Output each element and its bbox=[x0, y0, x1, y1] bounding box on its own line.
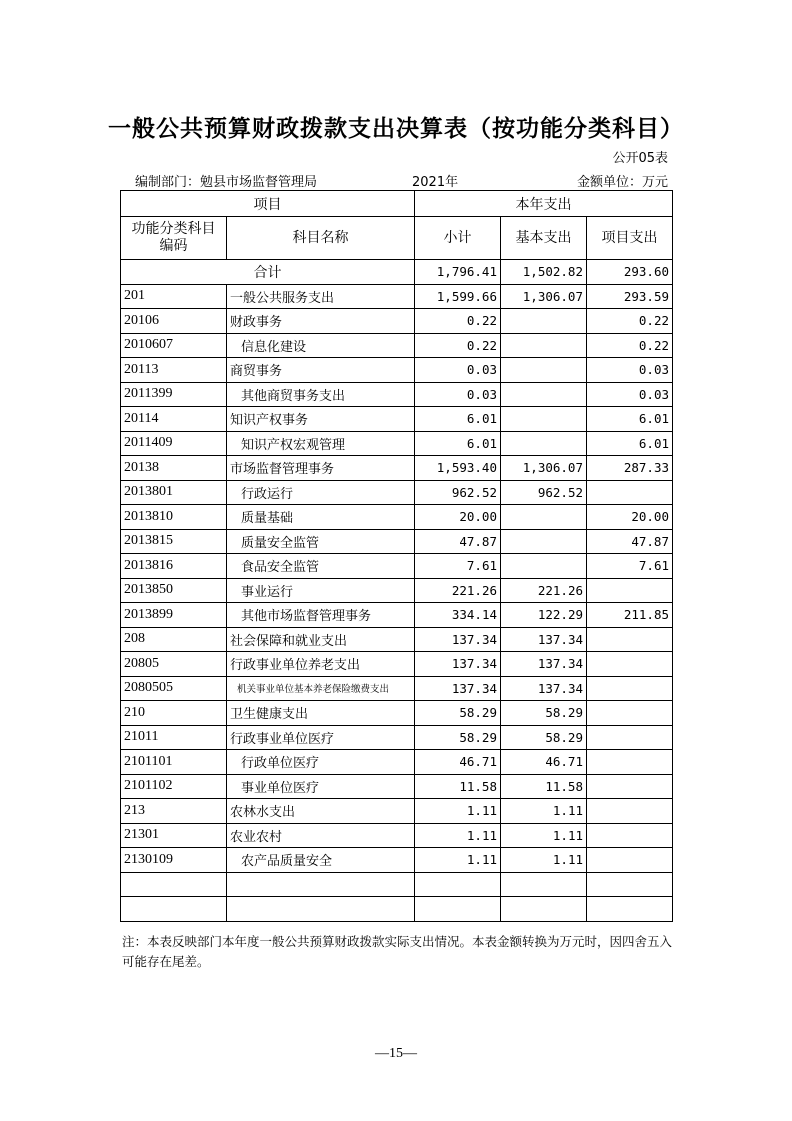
row-basic: 122.29 bbox=[501, 603, 587, 628]
empty-cell bbox=[587, 897, 673, 922]
row-project: 211.85 bbox=[587, 603, 673, 628]
table-row bbox=[121, 456, 673, 481]
row-code: 2011399 bbox=[121, 382, 227, 407]
row-subtotal: 962.52 bbox=[415, 480, 501, 505]
row-project: 0.22 bbox=[587, 309, 673, 334]
department-label: 编制部门：勉县市场监督管理局 bbox=[135, 175, 318, 190]
row-name: 信息化建设 bbox=[227, 333, 415, 358]
form-number: 公开05表 bbox=[612, 151, 668, 166]
row-project bbox=[587, 627, 673, 652]
row-name: 财政事务 bbox=[227, 309, 415, 334]
row-project bbox=[587, 750, 673, 775]
row-name: 卫生健康支出 bbox=[227, 701, 415, 726]
table-row bbox=[121, 309, 673, 334]
row-project: 20.00 bbox=[587, 505, 673, 530]
row-project bbox=[587, 676, 673, 701]
row-project bbox=[587, 480, 673, 505]
row-name: 事业单位医疗 bbox=[227, 774, 415, 799]
table-row bbox=[121, 578, 673, 603]
row-name: 社会保障和就业支出 bbox=[227, 627, 415, 652]
table-row bbox=[121, 284, 673, 309]
row-basic: 962.52 bbox=[501, 480, 587, 505]
row-name: 行政事业单位养老支出 bbox=[227, 652, 415, 677]
row-subtotal: 137.34 bbox=[415, 652, 501, 677]
row-basic: 137.34 bbox=[501, 652, 587, 677]
row-name: 食品安全监管 bbox=[227, 554, 415, 579]
empty-cell bbox=[587, 872, 673, 897]
row-name: 农业农村 bbox=[227, 823, 415, 848]
row-subtotal: 137.34 bbox=[415, 676, 501, 701]
row-basic: 221.26 bbox=[501, 578, 587, 603]
header-code: 功能分类科目编码 bbox=[121, 217, 227, 260]
row-basic: 137.34 bbox=[501, 627, 587, 652]
header-subtotal: 小计 bbox=[415, 217, 501, 260]
row-subtotal: 11.58 bbox=[415, 774, 501, 799]
row-basic: 58.29 bbox=[501, 725, 587, 750]
row-project bbox=[587, 701, 673, 726]
empty-cell bbox=[227, 872, 415, 897]
row-project: 0.22 bbox=[587, 333, 673, 358]
row-code: 2101102 bbox=[121, 774, 227, 799]
row-subtotal: 1.11 bbox=[415, 848, 501, 873]
row-name: 事业运行 bbox=[227, 578, 415, 603]
row-basic bbox=[501, 333, 587, 358]
row-basic bbox=[501, 358, 587, 383]
table-row bbox=[121, 407, 673, 432]
row-code: 2080505 bbox=[121, 676, 227, 701]
row-basic: 1,306.07 bbox=[501, 284, 587, 309]
table-row bbox=[121, 725, 673, 750]
row-basic bbox=[501, 431, 587, 456]
row-code: 210 bbox=[121, 701, 227, 726]
row-subtotal: 1,599.66 bbox=[415, 284, 501, 309]
row-code: 2013850 bbox=[121, 578, 227, 603]
row-subtotal: 1.11 bbox=[415, 799, 501, 824]
page-number: —15— bbox=[375, 1046, 417, 1061]
row-basic: 46.71 bbox=[501, 750, 587, 775]
row-name: 知识产权宏观管理 bbox=[227, 431, 415, 456]
table-row bbox=[121, 529, 673, 554]
table-row bbox=[121, 676, 673, 701]
row-basic: 11.58 bbox=[501, 774, 587, 799]
table-row bbox=[121, 627, 673, 652]
table-row bbox=[121, 480, 673, 505]
row-basic: 1.11 bbox=[501, 848, 587, 873]
row-project bbox=[587, 652, 673, 677]
row-code: 2013801 bbox=[121, 480, 227, 505]
total-subtotal: 1,796.41 bbox=[415, 260, 501, 285]
row-basic bbox=[501, 554, 587, 579]
table-row bbox=[121, 750, 673, 775]
row-basic bbox=[501, 529, 587, 554]
row-subtotal: 1.11 bbox=[415, 823, 501, 848]
row-basic: 1,306.07 bbox=[501, 456, 587, 481]
row-code: 20138 bbox=[121, 456, 227, 481]
row-code: 2101101 bbox=[121, 750, 227, 775]
table-row bbox=[121, 505, 673, 530]
unit-label: 金额单位：万元 bbox=[576, 175, 668, 190]
row-name: 其他商贸事务支出 bbox=[227, 382, 415, 407]
footnote: 注：本表反映部门本年度一般公共预算财政拨款实际支出情况。本表金额转换为万元时，因四舍五入可能存在尾差。 bbox=[122, 934, 673, 969]
row-subtotal: 20.00 bbox=[415, 505, 501, 530]
row-basic bbox=[501, 407, 587, 432]
row-name: 机关事业单位基本养老保险缴费支出 bbox=[227, 676, 415, 701]
row-code: 2130109 bbox=[121, 848, 227, 873]
row-code: 20106 bbox=[121, 309, 227, 334]
row-project: 7.61 bbox=[587, 554, 673, 579]
row-name: 其他市场监督管理事务 bbox=[227, 603, 415, 628]
row-subtotal: 0.03 bbox=[415, 358, 501, 383]
row-name: 知识产权事务 bbox=[227, 407, 415, 432]
row-project: 47.87 bbox=[587, 529, 673, 554]
empty-cell bbox=[121, 897, 227, 922]
row-subtotal: 6.01 bbox=[415, 407, 501, 432]
header-item: 项目 bbox=[121, 191, 415, 217]
row-basic bbox=[501, 505, 587, 530]
row-subtotal: 58.29 bbox=[415, 701, 501, 726]
table-row bbox=[121, 774, 673, 799]
total-basic: 1,502.82 bbox=[501, 260, 587, 285]
row-subtotal: 1,593.40 bbox=[415, 456, 501, 481]
row-code: 20114 bbox=[121, 407, 227, 432]
row-name: 一般公共服务支出 bbox=[227, 284, 415, 309]
row-code: 2011409 bbox=[121, 431, 227, 456]
total-label: 合计 bbox=[121, 260, 415, 285]
row-project: 6.01 bbox=[587, 431, 673, 456]
header-project: 项目支出 bbox=[587, 217, 673, 260]
row-subtotal: 7.61 bbox=[415, 554, 501, 579]
row-code: 2013810 bbox=[121, 505, 227, 530]
row-name: 市场监督管理事务 bbox=[227, 456, 415, 481]
row-project: 293.59 bbox=[587, 284, 673, 309]
row-code: 2013816 bbox=[121, 554, 227, 579]
header-basic: 基本支出 bbox=[501, 217, 587, 260]
row-project bbox=[587, 578, 673, 603]
table-row bbox=[121, 382, 673, 407]
row-name: 农林水支出 bbox=[227, 799, 415, 824]
row-subtotal: 58.29 bbox=[415, 725, 501, 750]
row-basic: 1.11 bbox=[501, 799, 587, 824]
row-project bbox=[587, 725, 673, 750]
empty-cell bbox=[227, 897, 415, 922]
row-code: 2010607 bbox=[121, 333, 227, 358]
row-name: 行政事业单位医疗 bbox=[227, 725, 415, 750]
row-subtotal: 334.14 bbox=[415, 603, 501, 628]
table-row bbox=[121, 554, 673, 579]
row-subtotal: 47.87 bbox=[415, 529, 501, 554]
row-code: 20113 bbox=[121, 358, 227, 383]
row-project bbox=[587, 823, 673, 848]
empty-cell bbox=[121, 872, 227, 897]
row-name: 行政运行 bbox=[227, 480, 415, 505]
row-basic bbox=[501, 309, 587, 334]
row-code: 213 bbox=[121, 799, 227, 824]
row-name: 质量基础 bbox=[227, 505, 415, 530]
row-code: 2013899 bbox=[121, 603, 227, 628]
row-name: 质量安全监管 bbox=[227, 529, 415, 554]
total-row bbox=[121, 260, 673, 285]
row-name: 商贸事务 bbox=[227, 358, 415, 383]
row-code: 201 bbox=[121, 284, 227, 309]
row-project bbox=[587, 799, 673, 824]
table-row bbox=[121, 333, 673, 358]
table-row bbox=[121, 848, 673, 873]
row-project: 287.33 bbox=[587, 456, 673, 481]
empty-row bbox=[121, 897, 673, 922]
row-code: 2013815 bbox=[121, 529, 227, 554]
row-project bbox=[587, 774, 673, 799]
table-row bbox=[121, 603, 673, 628]
empty-cell bbox=[415, 897, 501, 922]
empty-cell bbox=[501, 897, 587, 922]
row-name: 农产品质量安全 bbox=[227, 848, 415, 873]
table-row bbox=[121, 358, 673, 383]
row-subtotal: 137.34 bbox=[415, 627, 501, 652]
row-code: 21011 bbox=[121, 725, 227, 750]
row-basic: 137.34 bbox=[501, 676, 587, 701]
expenditure-table bbox=[120, 190, 673, 922]
document-title: 一般公共预算财政拨款支出决算表（按功能分类科目） bbox=[108, 116, 684, 142]
row-basic: 1.11 bbox=[501, 823, 587, 848]
row-subtotal: 0.22 bbox=[415, 309, 501, 334]
table-row bbox=[121, 823, 673, 848]
table-row bbox=[121, 652, 673, 677]
empty-row bbox=[121, 872, 673, 897]
row-subtotal: 6.01 bbox=[415, 431, 501, 456]
year-label: 2021年 bbox=[412, 175, 459, 190]
row-basic: 58.29 bbox=[501, 701, 587, 726]
empty-cell bbox=[415, 872, 501, 897]
table-row bbox=[121, 799, 673, 824]
row-basic bbox=[501, 382, 587, 407]
row-project: 0.03 bbox=[587, 358, 673, 383]
row-code: 20805 bbox=[121, 652, 227, 677]
header-name: 科目名称 bbox=[227, 217, 415, 260]
row-name: 行政单位医疗 bbox=[227, 750, 415, 775]
row-subtotal: 221.26 bbox=[415, 578, 501, 603]
row-project: 0.03 bbox=[587, 382, 673, 407]
table-row bbox=[121, 701, 673, 726]
row-project: 6.01 bbox=[587, 407, 673, 432]
row-project bbox=[587, 848, 673, 873]
row-code: 21301 bbox=[121, 823, 227, 848]
table-row bbox=[121, 431, 673, 456]
row-subtotal: 0.03 bbox=[415, 382, 501, 407]
header-current-year: 本年支出 bbox=[415, 191, 673, 217]
total-project: 293.60 bbox=[587, 260, 673, 285]
row-subtotal: 46.71 bbox=[415, 750, 501, 775]
empty-cell bbox=[501, 872, 587, 897]
row-code: 208 bbox=[121, 627, 227, 652]
row-subtotal: 0.22 bbox=[415, 333, 501, 358]
